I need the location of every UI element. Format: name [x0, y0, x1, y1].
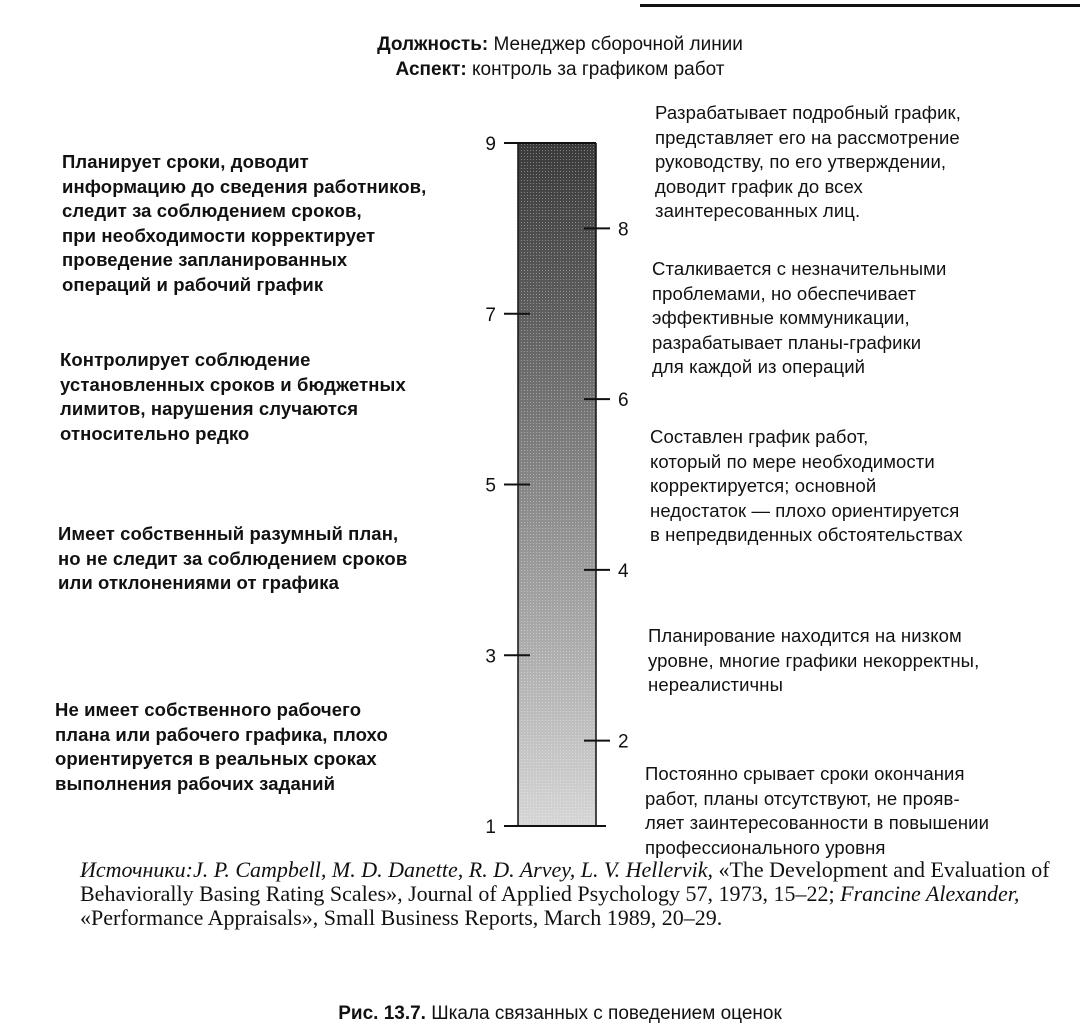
tick-label-left: 1 — [485, 817, 496, 838]
sources-authors-1: J. P. Campbell, M. D. Danette, R. D. Arvey, L. V. Hellervik, — [193, 857, 713, 882]
anchor-text-left-level-6: Контролирует соблюдение установленных сроков и бюджетных лимитов, нарушения случаются относительно редко — [60, 349, 406, 444]
tick-label-left: 3 — [485, 646, 496, 668]
anchor-text-right-level-7: Сталкивается с незначительными проблемами, но обеспечивает эффективные коммуникации, разрабатывает планы-графики для каждой из операций — [652, 258, 947, 377]
caption-text: Шкала связанных с поведением оценок — [431, 1003, 782, 1024]
sources-note — [80, 858, 1070, 930]
position-label: Должность: — [377, 34, 489, 55]
top-rule — [640, 4, 1080, 7]
anchor-text-right-level-1: Постоянно срывает сроки окончания работ, планы отсутствуют, не прояв- ляет заинтересованности в повышении профессионального уровня — [645, 763, 990, 858]
aspect-line — [0, 58, 1080, 82]
figure-caption — [0, 1002, 1080, 1026]
anchor-text-left-level-2: Не имеет собственного рабочего плана или рабочего графика, плохо ориентируется в реальных сроках выполнения рабочих заданий — [55, 699, 388, 794]
sources-text-2: «Performance Appraisals», Small Business Reports, March 1989, 20–29. — [80, 905, 723, 930]
tick-label-right: 4 — [618, 560, 629, 582]
tick-label-left: 5 — [485, 475, 496, 497]
sources-authors-2: Francine Alexander, — [840, 881, 1020, 906]
tick-label-right: 8 — [618, 219, 629, 241]
position-value: Менеджер сборочной линии — [493, 34, 743, 55]
anchor-text-left-level-8: Планирует сроки, доводит информацию до сведения работников, следит за соблюдением сроков, при необходимости корректирует проведение запланированных операций и рабочий график — [62, 151, 427, 295]
caption-label: Рис. 13.7. — [338, 1003, 426, 1024]
anchor-text-right-level-5: Составлен график работ, который по мере необходимости корректируется; основной недостаток — плохо ориентируется в непредвиденных обстоятельствах — [650, 426, 963, 545]
sources-label: Источники: — [80, 857, 193, 882]
anchor-text-right-level-3: Планирование находится на низком уровне, многие графики некорректны, нереалистичны — [648, 625, 980, 695]
sources-text-1: «The Development and Evaluation of Behaviorally Basing Rating Scales», Journal of Applied Psychology 57, 1973, 15–22; — [80, 857, 1050, 906]
anchor-text-right-level-9: Разрабатывает подробный график, представляет его на рассмотрение руководству, по его утверждении, доводит график до всех заинтересованных лиц. — [655, 102, 961, 221]
anchor-text-left-level-4: Имеет собственный разумный план, но не следит за соблюдением сроков или отклонениями от графика — [58, 523, 408, 593]
tick-label-left: 7 — [485, 304, 496, 326]
aspect-value: контроль за графиком работ — [472, 59, 725, 80]
job-position-line — [0, 33, 1080, 57]
tick-label-right: 6 — [618, 390, 629, 412]
tick-label-right: 2 — [618, 731, 629, 753]
rating-scale — [470, 120, 650, 840]
aspect-label: Аспект: — [395, 59, 467, 80]
tick-label-left: 9 — [485, 134, 496, 155]
